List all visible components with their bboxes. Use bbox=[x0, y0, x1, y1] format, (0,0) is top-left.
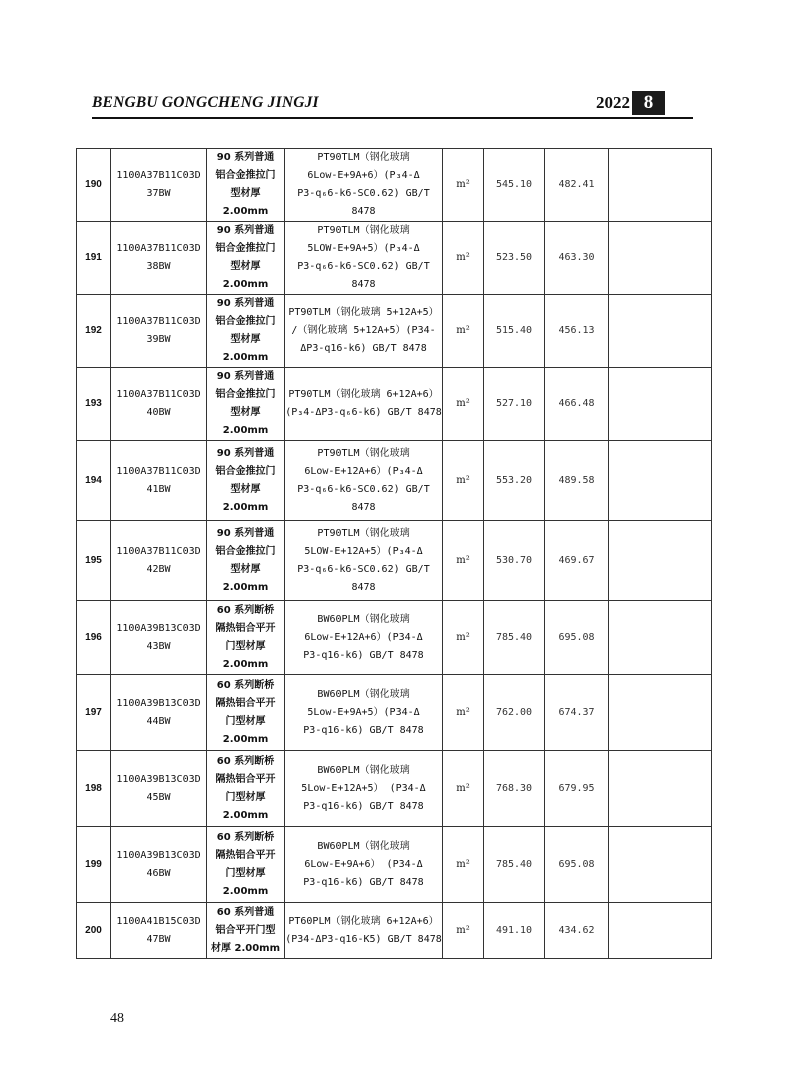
price-excl-tax: 466.48 bbox=[545, 368, 609, 441]
item-name: 90 系列普通 铝合金推拉门 型材厚 2.00mm bbox=[207, 295, 285, 368]
item-code: 1100A37B11C03D 37BW bbox=[111, 149, 207, 222]
remarks-cell bbox=[609, 368, 712, 441]
table-row bbox=[77, 827, 712, 903]
price-table bbox=[76, 148, 712, 959]
issue-year: 2022 bbox=[596, 93, 630, 112]
item-unit: m² bbox=[443, 521, 484, 601]
table-row bbox=[77, 521, 712, 601]
page-number: 48 bbox=[110, 1011, 124, 1026]
item-spec: PT90TLM（钢化玻璃 6Low-E+9A+6）(P₃4-Δ P3-q₆6-k6-SC0.62) GB/T 8478 bbox=[285, 149, 443, 222]
item-spec: PT90TLM（钢化玻璃 5+12A+5） /（钢化玻璃 5+12A+5）(P34- ΔP3-q16-k6) GB/T 8478 bbox=[285, 295, 443, 368]
table-row bbox=[77, 441, 712, 521]
item-unit: m² bbox=[443, 827, 484, 903]
price-incl-tax: 553.20 bbox=[484, 441, 545, 521]
item-spec: PT60PLM（钢化玻璃 6+12A+6） (P34-ΔP3-q16-K5) GB/T 8478 bbox=[285, 903, 443, 959]
item-name: 60 系列断桥 隔热铝合平开 门型材厚 2.00mm bbox=[207, 827, 285, 903]
item-unit: m² bbox=[443, 903, 484, 959]
journal-title: BENGBU GONGCHENG JINGJI bbox=[92, 94, 319, 111]
remarks-cell bbox=[609, 903, 712, 959]
item-code: 1100A37B11C03D 38BW bbox=[111, 222, 207, 295]
item-code: 1100A37B11C03D 39BW bbox=[111, 295, 207, 368]
item-code: 1100A41B15C03D 47BW bbox=[111, 903, 207, 959]
item-name: 60 系列断桥 隔热铝合平开 门型材厚 2.00mm bbox=[207, 751, 285, 827]
row-number: 197 bbox=[77, 675, 111, 751]
item-unit: m² bbox=[443, 149, 484, 222]
item-spec: BW60PLM（钢化玻璃 6Low-E+9A+6） (P34-Δ P3-q16-k6) GB/T 8478 bbox=[285, 827, 443, 903]
item-name: 90 系列普通 铝合金推拉门 型材厚 2.00mm bbox=[207, 368, 285, 441]
item-name: 60 系列普通 铝合平开门型 材厚 2.00mm bbox=[207, 903, 285, 959]
remarks-cell bbox=[609, 827, 712, 903]
item-unit: m² bbox=[443, 222, 484, 295]
price-incl-tax: 768.30 bbox=[484, 751, 545, 827]
item-name: 60 系列断桥 隔热铝合平开 门型材厚 2.00mm bbox=[207, 675, 285, 751]
item-code: 1100A37B11C03D 42BW bbox=[111, 521, 207, 601]
price-excl-tax: 456.13 bbox=[545, 295, 609, 368]
price-excl-tax: 489.58 bbox=[545, 441, 609, 521]
item-code: 1100A37B11C03D 41BW bbox=[111, 441, 207, 521]
item-name: 90 系列普通 铝合金推拉门 型材厚 2.00mm bbox=[207, 521, 285, 601]
price-excl-tax: 674.37 bbox=[545, 675, 609, 751]
row-number: 190 bbox=[77, 149, 111, 222]
price-incl-tax: 785.40 bbox=[484, 827, 545, 903]
item-code: 1100A39B13C03D 44BW bbox=[111, 675, 207, 751]
item-code: 1100A39B13C03D 45BW bbox=[111, 751, 207, 827]
table-row bbox=[77, 368, 712, 441]
issue-number-badge: 8 bbox=[632, 91, 665, 115]
item-spec: BW60PLM（钢化玻璃 6Low-E+12A+6）(P34-Δ P3-q16-k6) GB/T 8478 bbox=[285, 601, 443, 675]
table-row bbox=[77, 751, 712, 827]
price-excl-tax: 679.95 bbox=[545, 751, 609, 827]
header-divider bbox=[92, 117, 693, 119]
item-code: 1100A37B11C03D 40BW bbox=[111, 368, 207, 441]
row-number: 199 bbox=[77, 827, 111, 903]
table-row bbox=[77, 149, 712, 222]
row-number: 193 bbox=[77, 368, 111, 441]
price-incl-tax: 491.10 bbox=[484, 903, 545, 959]
item-spec: PT90TLM（钢化玻璃 6Low-E+12A+6）(P₃4-Δ P3-q₆6-k6-SC0.62) GB/T 8478 bbox=[285, 441, 443, 521]
price-excl-tax: 469.67 bbox=[545, 521, 609, 601]
item-spec: BW60PLM（钢化玻璃 5Low-E+12A+5） (P34-Δ P3-q16-k6) GB/T 8478 bbox=[285, 751, 443, 827]
item-spec: PT90TLM（钢化玻璃 5LOW-E+12A+5）(P₃4-Δ P3-q₆6-k6-SC0.62) GB/T 8478 bbox=[285, 521, 443, 601]
table-row bbox=[77, 222, 712, 295]
item-name: 90 系列普通 铝合金推拉门 型材厚 2.00mm bbox=[207, 441, 285, 521]
table-row bbox=[77, 903, 712, 959]
item-unit: m² bbox=[443, 441, 484, 521]
row-number: 194 bbox=[77, 441, 111, 521]
item-unit: m² bbox=[443, 601, 484, 675]
price-excl-tax: 695.08 bbox=[545, 601, 609, 675]
price-incl-tax: 762.00 bbox=[484, 675, 545, 751]
row-number: 200 bbox=[77, 903, 111, 959]
price-incl-tax: 545.10 bbox=[484, 149, 545, 222]
item-spec: PT90TLM（钢化玻璃 5LOW-E+9A+5）(P₃4-Δ P3-q₆6-k6-SC0.62) GB/T 8478 bbox=[285, 222, 443, 295]
row-number: 195 bbox=[77, 521, 111, 601]
price-incl-tax: 523.50 bbox=[484, 222, 545, 295]
item-name: 90 系列普通 铝合金推拉门 型材厚 2.00mm bbox=[207, 149, 285, 222]
row-number: 196 bbox=[77, 601, 111, 675]
item-name: 90 系列普通 铝合金推拉门 型材厚 2.00mm bbox=[207, 222, 285, 295]
remarks-cell bbox=[609, 295, 712, 368]
remarks-cell bbox=[609, 601, 712, 675]
item-spec: PT90TLM（钢化玻璃 6+12A+6） (P₃4-ΔP3-q₆6-k6) GB/T 8478 bbox=[285, 368, 443, 441]
item-unit: m² bbox=[443, 675, 484, 751]
item-code: 1100A39B13C03D 43BW bbox=[111, 601, 207, 675]
price-excl-tax: 463.30 bbox=[545, 222, 609, 295]
row-number: 191 bbox=[77, 222, 111, 295]
table-row bbox=[77, 295, 712, 368]
price-incl-tax: 530.70 bbox=[484, 521, 545, 601]
remarks-cell bbox=[609, 751, 712, 827]
price-excl-tax: 434.62 bbox=[545, 903, 609, 959]
remarks-cell bbox=[609, 222, 712, 295]
table-row bbox=[77, 601, 712, 675]
item-code: 1100A39B13C03D 46BW bbox=[111, 827, 207, 903]
price-incl-tax: 785.40 bbox=[484, 601, 545, 675]
price-excl-tax: 695.08 bbox=[545, 827, 609, 903]
remarks-cell bbox=[609, 441, 712, 521]
price-incl-tax: 527.10 bbox=[484, 368, 545, 441]
table-row bbox=[77, 675, 712, 751]
item-name: 60 系列断桥 隔热铝合平开 门型材厚 2.00mm bbox=[207, 601, 285, 675]
row-number: 192 bbox=[77, 295, 111, 368]
item-unit: m² bbox=[443, 368, 484, 441]
item-unit: m² bbox=[443, 751, 484, 827]
price-incl-tax: 515.40 bbox=[484, 295, 545, 368]
remarks-cell bbox=[609, 149, 712, 222]
remarks-cell bbox=[609, 675, 712, 751]
item-spec: BW60PLM（钢化玻璃 5Low-E+9A+5）(P34-Δ P3-q16-k6) GB/T 8478 bbox=[285, 675, 443, 751]
row-number: 198 bbox=[77, 751, 111, 827]
item-unit: m² bbox=[443, 295, 484, 368]
price-excl-tax: 482.41 bbox=[545, 149, 609, 222]
remarks-cell bbox=[609, 521, 712, 601]
